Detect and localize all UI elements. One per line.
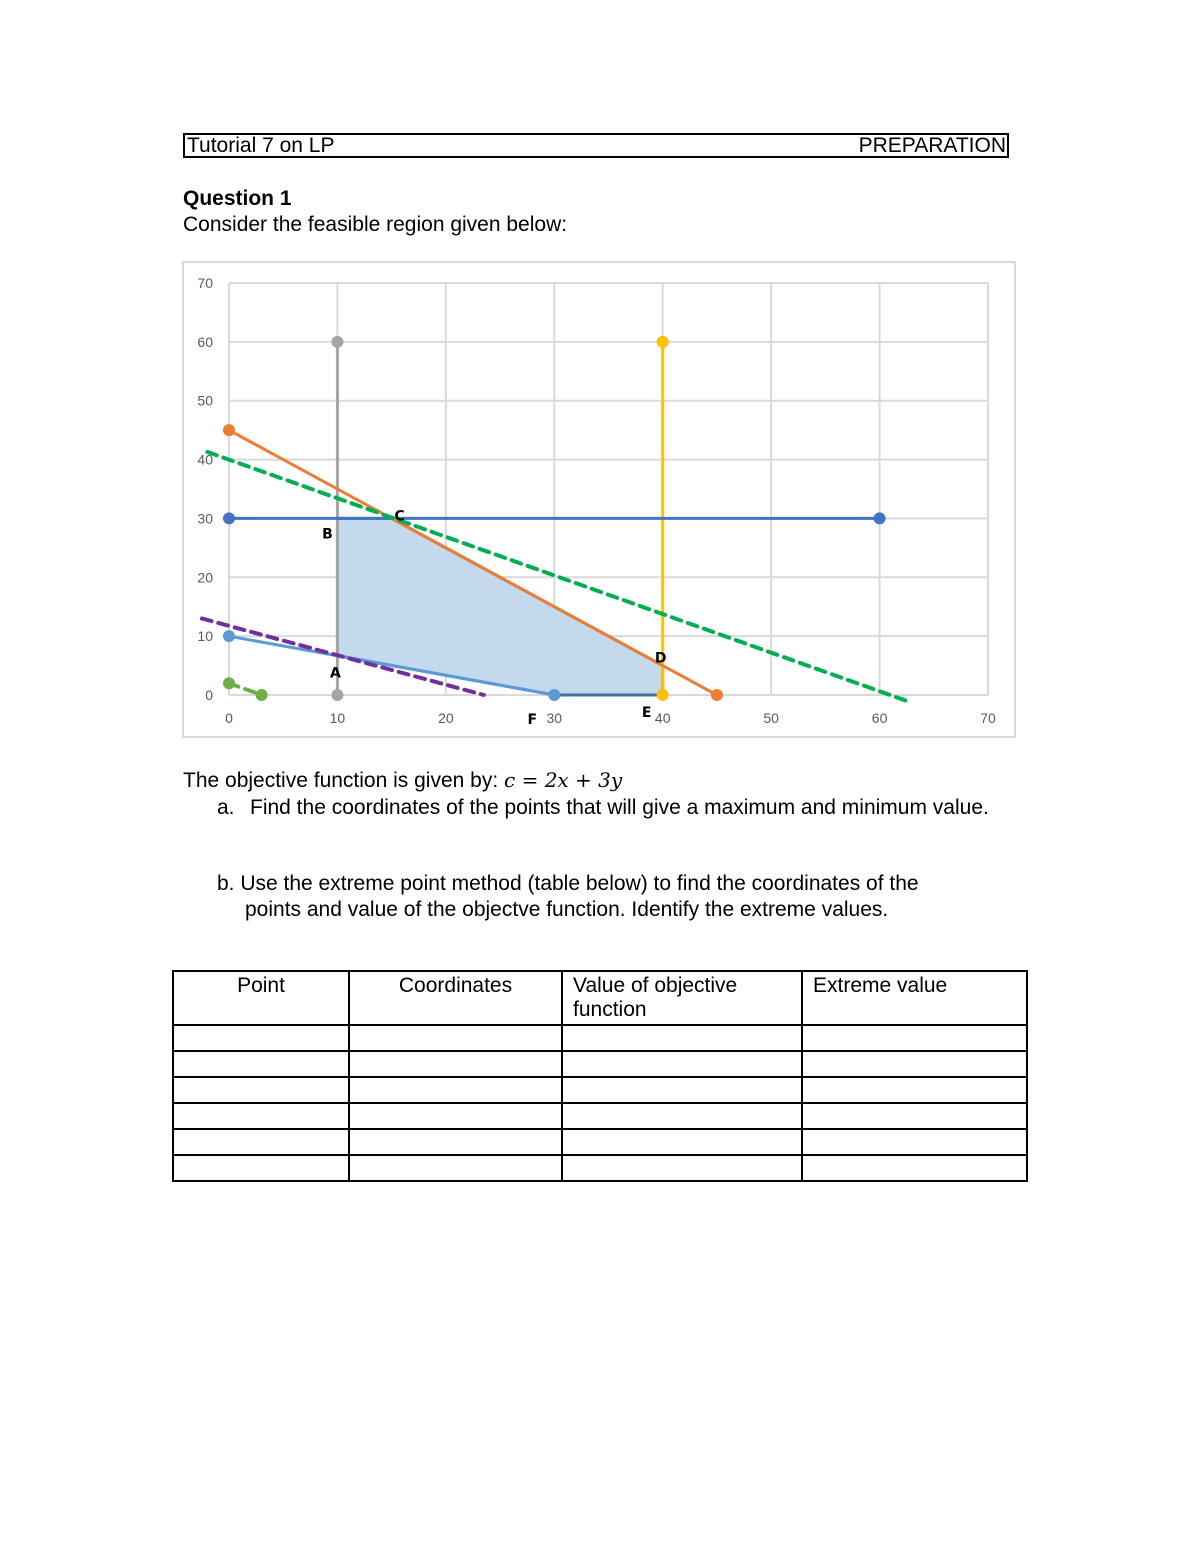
table-cell[interactable] — [802, 1051, 1027, 1077]
vertex-label-f: F — [527, 712, 538, 728]
vertex-label-e: E — [641, 705, 652, 721]
y-tick-label: 70 — [197, 275, 213, 291]
table-row — [173, 1155, 1027, 1181]
y-tick-label: 0 — [205, 687, 213, 703]
table-cell[interactable] — [349, 1077, 562, 1103]
y-tick-label: 30 — [197, 510, 213, 527]
x-tick-label: 40 — [654, 710, 671, 726]
constraint-marker-1 — [331, 336, 343, 348]
constraint-marker-4 — [223, 424, 235, 436]
x-tick-label: 70 — [980, 710, 996, 726]
x-tick-label: 50 — [763, 710, 779, 726]
part-a-text: Find the coordinates of the points that will give a maximum and minimum value. — [250, 796, 989, 819]
x-tick-label: 10 — [329, 710, 346, 726]
constraint-marker-5 — [223, 630, 235, 642]
table-cell[interactable] — [562, 1077, 802, 1103]
part-a-marker: a. — [217, 796, 235, 819]
header-label: PREPARATION — [858, 134, 1006, 157]
table-cell[interactable] — [349, 1025, 562, 1051]
table-cell[interactable] — [802, 1025, 1027, 1051]
vertex-label-a: A — [330, 665, 341, 682]
constraint-marker-1 — [331, 689, 343, 701]
header-title: Tutorial 7 on LP — [187, 134, 335, 157]
objective-prefix: The objective function is given by: — [183, 769, 505, 792]
header-extreme-value — [802, 971, 1027, 1025]
constraint-marker-5 — [548, 689, 560, 701]
y-tick-label: 20 — [197, 569, 213, 586]
header-objective-value — [562, 971, 802, 1025]
header-extreme-value-label: Extreme value — [813, 974, 948, 997]
feasible-region-chart — [182, 261, 1016, 738]
y-tick-label: 10 — [197, 628, 213, 645]
header-coordinates-label: Coordinates — [398, 974, 513, 997]
constraint-marker-2 — [657, 336, 669, 348]
part-b-line-2: points and value of the objectve function. Identify the extreme values. — [245, 898, 889, 921]
part-b — [217, 871, 977, 923]
table-cell[interactable] — [173, 1155, 349, 1181]
header-point — [173, 971, 349, 1025]
question-intro: Consider the feasible region given below: — [183, 213, 568, 236]
header-point-label: Point — [237, 974, 285, 997]
objective-formula: c = 2x + 3y — [504, 768, 623, 792]
table-cell[interactable] — [173, 1051, 349, 1077]
y-tick-label: 50 — [197, 392, 213, 409]
vertex-label-d: D — [654, 650, 667, 667]
table-cell[interactable] — [802, 1103, 1027, 1129]
table-cell[interactable] — [173, 1025, 349, 1051]
table-cell[interactable] — [802, 1077, 1027, 1103]
question-title: Question 1 — [183, 187, 292, 210]
table-cell[interactable] — [562, 1103, 802, 1129]
constraint-marker-3 — [874, 512, 886, 524]
chart-canvas — [184, 263, 1014, 736]
x-tick-label: 30 — [546, 710, 563, 726]
table-cell[interactable] — [802, 1129, 1027, 1155]
vertex-label-b: B — [322, 526, 333, 543]
x-tick-label: 20 — [438, 710, 454, 726]
table-cell[interactable] — [173, 1129, 349, 1155]
table-cell[interactable] — [349, 1103, 562, 1129]
x-tick-label: 0 — [225, 710, 233, 726]
constraint-marker-6 — [256, 689, 268, 701]
table-cell[interactable] — [173, 1103, 349, 1129]
extreme-point-table — [172, 970, 1028, 1182]
page-header — [183, 133, 1009, 158]
table-cell[interactable] — [349, 1155, 562, 1181]
part-b-line-1: b. Use the extreme point method (table below) to find the coordinates of the — [217, 872, 919, 895]
table-row — [173, 1051, 1027, 1077]
table-row — [173, 1077, 1027, 1103]
table-cell[interactable] — [562, 1025, 802, 1051]
vertex-label-c: C — [394, 508, 405, 525]
table-cell[interactable] — [562, 1051, 802, 1077]
table-cell[interactable] — [349, 1051, 562, 1077]
y-tick-label: 40 — [197, 451, 213, 468]
header-coordinates — [349, 971, 562, 1025]
table-cell[interactable] — [562, 1129, 802, 1155]
table-header-row — [173, 971, 1027, 1025]
table-row — [173, 1103, 1027, 1129]
table-row — [173, 1129, 1027, 1155]
constraint-marker-6 — [223, 677, 235, 689]
objective-statement — [183, 768, 622, 793]
x-tick-label: 60 — [871, 710, 888, 726]
header-objective-value-label: Value of objective function — [573, 974, 738, 1021]
table-cell[interactable] — [173, 1077, 349, 1103]
table-row — [173, 1025, 1027, 1051]
table-cell[interactable] — [802, 1155, 1027, 1181]
constraint-marker-3 — [223, 512, 235, 524]
constraint-marker-2 — [657, 689, 669, 701]
table-cell[interactable] — [562, 1155, 802, 1181]
y-tick-label: 60 — [197, 333, 213, 350]
table-cell[interactable] — [349, 1129, 562, 1155]
constraint-marker-4 — [711, 689, 723, 701]
